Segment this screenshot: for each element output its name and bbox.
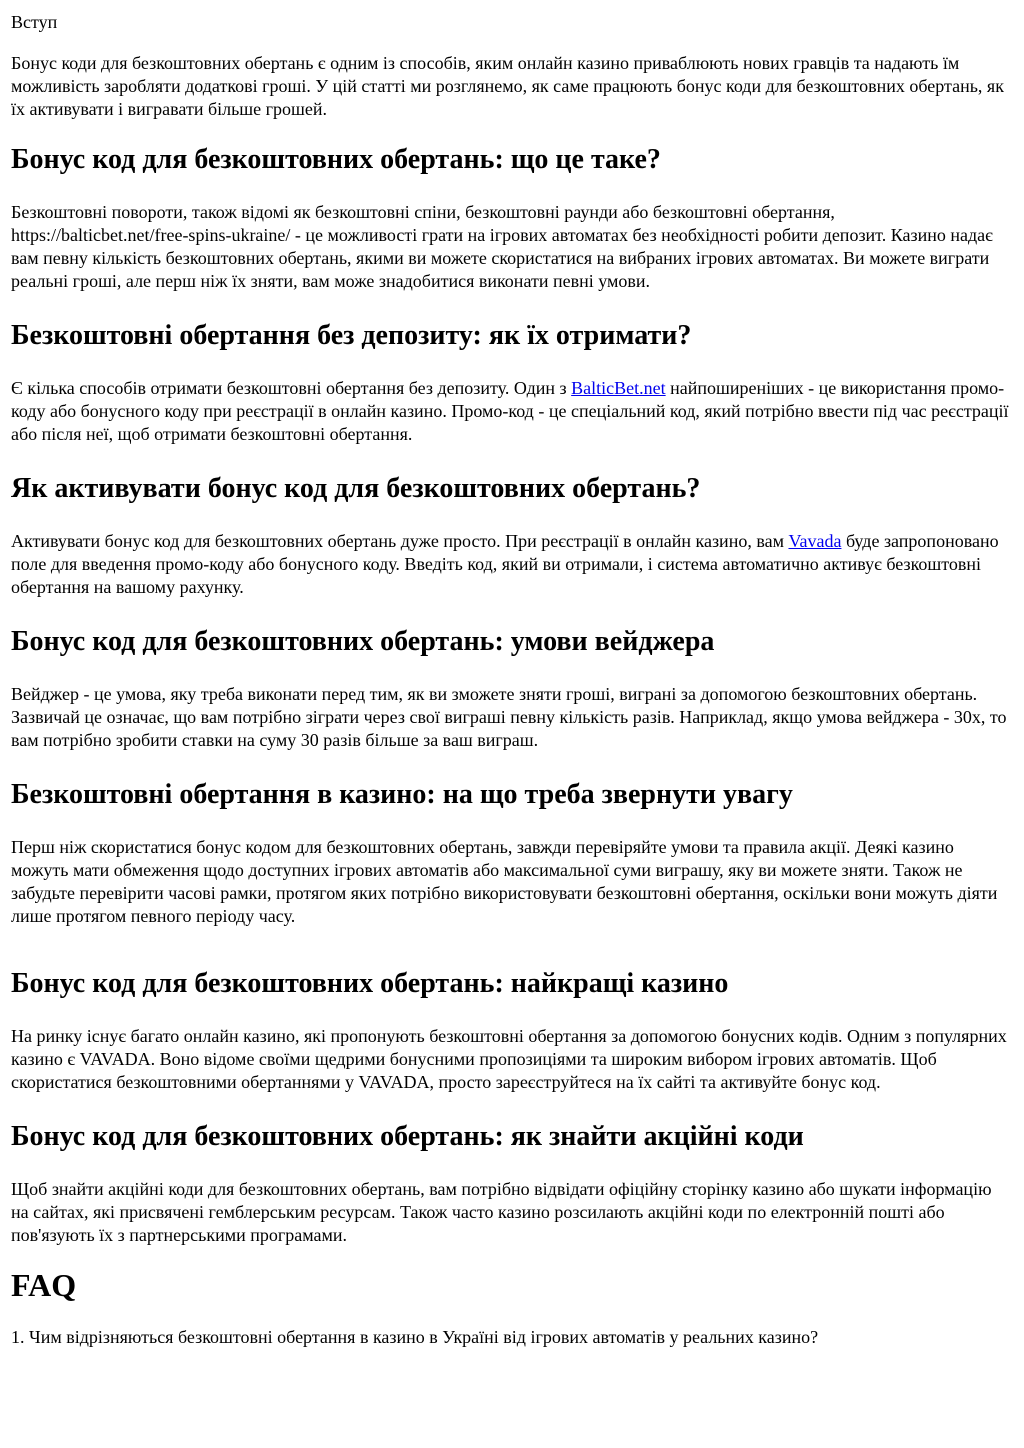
faq-heading: FAQ	[11, 1267, 77, 1303]
section-heading-find-codes: Бонус код для безкоштовних обертань: як знайти акційні коди	[11, 1121, 804, 1152]
vavada-link[interactable]: Vavada	[788, 531, 842, 551]
section-heading-activate: Як активувати бонус код для безкоштовних обертань?	[11, 473, 701, 504]
section-paragraph-what-is: Безкоштовні повороти, також відомі як безкоштовні спіни, безкоштовні раунди або безкоштовні обертання, https://balticbet.net/free-spins-ukraine/ - це можливості грати на ігрових автоматах без необхідності робити депозит. Казино надає вам певну кількість безкоштовних обертань, якими ви можете скористатися на вибраних ігрових автоматах. Ви можете виграти реальні гроші, але перш ніж їх зняти, вам може знадобитися виконати певні умови.	[11, 202, 993, 291]
paragraph-text: буде запропоновано поле для введення промо-коду або бонусного коду. Введіть код, який ви отримали, і система автоматично активує безкоштовні обертання на вашому рахунку.	[11, 531, 999, 597]
paragraph-text: Активувати бонус код для безкоштовних обертань дуже просто. При реєстрації в онлайн казино, вам	[11, 531, 789, 551]
faq-question-1: 1. Чим відрізняються безкоштовні обертання в казино в Україні від ігрових автоматів у реальних казино?	[11, 1327, 819, 1347]
section-paragraph-activate	[11, 530, 1013, 599]
section-paragraph-wager: Вейджер - це умова, яку треба виконати перед тим, як ви зможете зняти гроші, виграні за допомогою безкоштовних обертань. Зазвичай це означає, що вам потрібно зіграти через свої виграші певну кількість разів. Наприклад, якщо умова вейджера - 30x, то вам потрібно зробити ставки на суму 30 разів більше за ваш виграш.	[11, 684, 1007, 750]
section-heading-no-deposit: Безкоштовні обертання без депозиту: як їх отримати?	[11, 320, 692, 351]
section-paragraph-no-deposit	[11, 377, 1013, 446]
section-paragraph-find-codes: Щоб знайти акційні коди для безкоштовних обертань, вам потрібно відвідати офіційну сторінку казино або шукати інформацію на сайтах, які присвячені гемблерським ресурсам. Також часто казино розсилають акційні коди по електронній пошті або пов'язують їх з партнерськими програмами.	[11, 1179, 992, 1245]
paragraph-text: найпоширеніших - це використання промо-коду або бонусного коду при реєстрації в онлайн казино. Промо-код - це спеціальний код, який потрібно ввести під час реєстрації або після неї, щоб отримати безкоштовні обертання.	[11, 378, 1009, 444]
section-paragraph-attention: Перш ніж скористатися бонус кодом для безкоштовних обертань, завжди перевіряйте умови та правила акції. Деякі казино можуть мати обмеження щодо доступних ігрових автоматів або максимальної суми виграшу, яку ви можете зняти. Також не забудьте перевірити часові рамки, протягом яких потрібно використовувати безкоштовні обертання, оскільки вони можуть діяти лише протягом певного періоду часу.	[11, 837, 998, 926]
section-heading-what-is: Бонус код для безкоштовних обертань: що це таке?	[11, 144, 661, 175]
section-paragraph-best-casinos: На ринку існує багато онлайн казино, які пропонують безкоштовні обертання за допомогою бонусних кодів. Одним з популярних казино є VAVADA. Воно відоме своїми щедрими бонусними пропозиціями та широким вибором ігрових автоматів. Щоб скористатися безкоштовними обертаннями у VAVADA, просто зареєструйтеся на їх сайті та активуйте бонус код.	[11, 1026, 1007, 1092]
section-heading-best-casinos: Бонус код для безкоштовних обертань: найкращі казино	[11, 968, 729, 999]
section-heading-wager: Бонус код для безкоштовних обертань: умови вейджера	[11, 626, 715, 657]
intro-heading: Вступ	[11, 12, 58, 32]
section-heading-attention: Безкоштовні обертання в казино: на що треба звернути увагу	[11, 779, 793, 810]
paragraph-text: Є кілька способів отримати безкоштовні обертання без депозиту. Один з	[11, 378, 572, 398]
balticbet-link[interactable]: BalticBet.net	[571, 378, 666, 398]
intro-paragraph: Бонус коди для безкоштовних обертань є одним із способів, яким онлайн казино приваблюють нових гравців та надають їм можливість заробляти додаткові гроші. У цій статті ми розглянемо, як саме працюють бонус коди для безкоштовних обертань, як їх активувати і вигравати більше грошей.	[11, 53, 1004, 119]
